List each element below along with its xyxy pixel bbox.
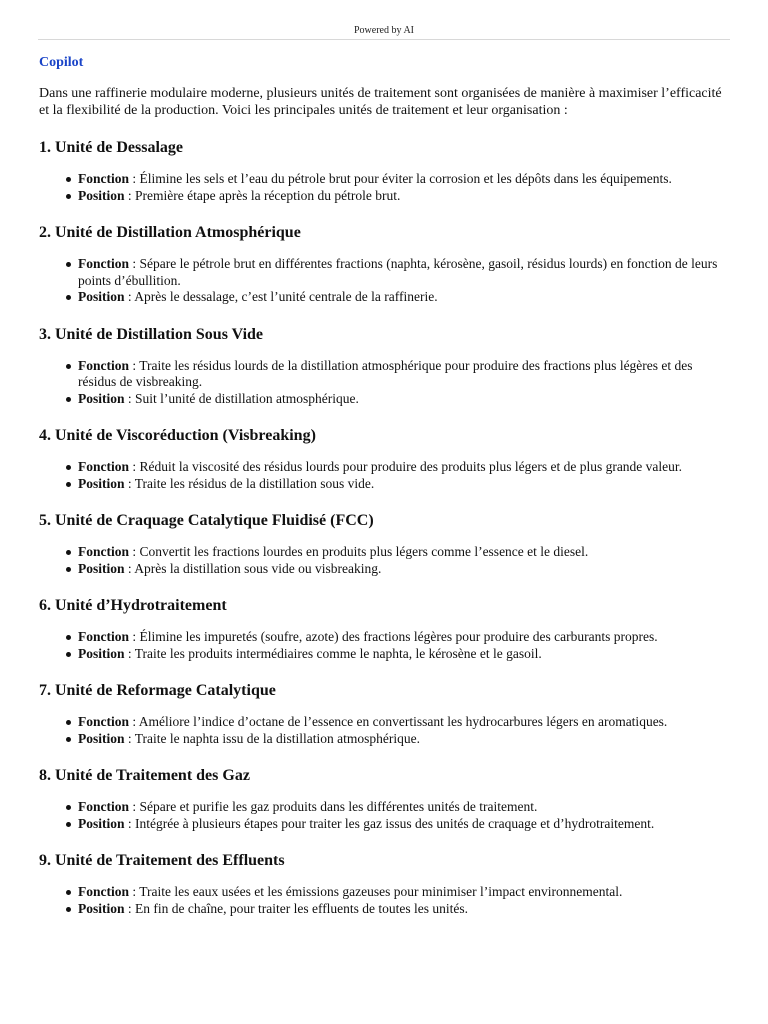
item-text: : Traite les résidus lourds de la distillation atmosphérique pour produire des fractions plus légères et des résidus de visbreaking.	[78, 357, 693, 389]
item-text: : Après la distillation sous vide ou visbreaking.	[124, 560, 382, 576]
item-label: Fonction	[78, 171, 130, 186]
list-item	[78, 714, 729, 731]
list-item	[78, 476, 729, 493]
item-text: : En fin de chaîne, pour traiter les effluents de toutes les unités.	[124, 900, 469, 916]
item-text: : Améliore l’indice d’octane de l’essence en convertissant les hydrocarbures légers en aromatiques.	[129, 714, 668, 729]
item-text: : Après le dessalage, c’est l’unité centrale de la raffinerie.	[124, 289, 438, 304]
answer-content	[39, 54, 729, 917]
list-item	[78, 289, 729, 306]
item-text: : Réduit la viscosité des résidus lourds pour produire des produits plus légers et de plus grande valeur.	[129, 459, 683, 474]
list-item	[78, 459, 729, 476]
item-label: Fonction	[78, 884, 130, 899]
item-label: Position	[78, 900, 125, 916]
bullet-list	[39, 358, 729, 408]
bullet-list	[39, 459, 729, 492]
unit-sections	[39, 138, 729, 917]
section-heading: 4. Unité de Viscoréduction (Visbreaking)	[39, 427, 316, 444]
list-item	[78, 391, 729, 408]
bullet-list	[39, 256, 729, 306]
bullet-list	[39, 884, 729, 917]
unit-section	[39, 325, 729, 408]
list-item	[78, 544, 729, 561]
list-item	[78, 799, 729, 816]
item-label: Position	[78, 475, 125, 491]
item-label: Fonction	[78, 714, 130, 729]
item-text: : Suit l’unité de distillation atmosphérique.	[124, 390, 359, 406]
section-heading: 7. Unité de Reformage Catalytique	[39, 682, 276, 699]
bullet-list	[39, 171, 729, 204]
unit-section	[39, 511, 729, 577]
list-item	[78, 171, 729, 188]
section-heading: 1. Unité de Dessalage	[39, 139, 183, 156]
section-heading: 6. Unité d’Hydrotraitement	[39, 597, 227, 614]
list-item	[78, 901, 729, 918]
item-text: : Première étape après la réception du pétrole brut.	[124, 187, 401, 203]
item-label: Position	[78, 560, 125, 576]
item-label: Position	[78, 390, 125, 406]
item-label: Fonction	[78, 357, 130, 373]
unit-section	[39, 223, 729, 306]
item-label: Fonction	[78, 799, 130, 814]
section-heading: 8. Unité de Traitement des Gaz	[39, 767, 250, 784]
unit-section	[39, 851, 729, 917]
item-label: Fonction	[78, 459, 130, 474]
list-item	[78, 629, 729, 646]
item-text: : Traite les produits intermédiaires comme le naphta, le kérosène et le gasoil.	[124, 645, 542, 661]
list-item	[78, 884, 729, 901]
item-text: : Traite les eaux usées et les émissions gazeuses pour minimiser l’impact environnemental.	[129, 884, 623, 899]
powered-by-label: Powered by AI	[354, 25, 414, 36]
list-item	[78, 188, 729, 205]
section-heading: 3. Unité de Distillation Sous Vide	[39, 325, 264, 343]
bullet-list	[39, 629, 729, 662]
item-text: : Élimine les impuretés (soufre, azote) des fractions légères pour produire des carburants propres.	[129, 629, 658, 644]
item-label: Position	[78, 730, 125, 746]
item-text: : Traite les résidus de la distillation sous vide.	[124, 475, 375, 491]
unit-section	[39, 681, 729, 747]
item-text: : Sépare et purifie les gaz produits dans les différentes unités de traitement.	[129, 799, 538, 814]
item-label: Position	[78, 289, 125, 304]
list-item	[78, 816, 729, 833]
list-item	[78, 358, 729, 391]
intro-paragraph: Dans une raffinerie modulaire moderne, plusieurs unités de traitement sont organisées de manière à maximiser l’efficacité et la flexibilité de la production. Voici les principales unités de traitement et leur organisation :	[39, 86, 722, 118]
item-label: Fonction	[78, 544, 130, 559]
unit-section	[39, 766, 729, 832]
item-text: : Traite le naphta issu de la distillation atmosphérique.	[124, 730, 420, 746]
list-item	[78, 561, 729, 578]
item-label: Position	[78, 645, 125, 661]
list-item	[78, 646, 729, 663]
item-label: Position	[78, 187, 125, 203]
item-text: : Intégrée à plusieurs étapes pour traiter les gaz issus des unités de craquage et d’hydrotraitement.	[124, 815, 655, 831]
item-text: : Élimine les sels et l’eau du pétrole brut pour éviter la corrosion et les dépôts dans les équipements.	[129, 171, 672, 186]
item-label: Position	[78, 815, 125, 831]
bullet-list	[39, 544, 729, 577]
section-heading: 2. Unité de Distillation Atmosphérique	[39, 224, 301, 241]
page-header	[38, 0, 730, 40]
section-heading: 5. Unité de Craquage Catalytique Fluidisé (FCC)	[39, 512, 374, 529]
list-item	[78, 256, 729, 289]
bullet-list	[39, 714, 729, 747]
section-heading: 9. Unité de Traitement des Effluents	[39, 852, 285, 869]
unit-section	[39, 426, 729, 492]
item-text: : Convertit les fractions lourdes en produits plus légers comme l’essence et le diesel.	[129, 544, 589, 559]
unit-section	[39, 138, 729, 204]
item-text: : Sépare le pétrole brut en différentes fractions (naphta, kérosène, gasoil, résidus lourds) en fonction de leurs points d’ébullition.	[78, 256, 718, 288]
item-label: Fonction	[78, 629, 130, 644]
source-label: Copilot	[39, 55, 84, 70]
list-item	[78, 731, 729, 748]
item-label: Fonction	[78, 256, 130, 271]
unit-section	[39, 596, 729, 662]
bullet-list	[39, 799, 729, 832]
